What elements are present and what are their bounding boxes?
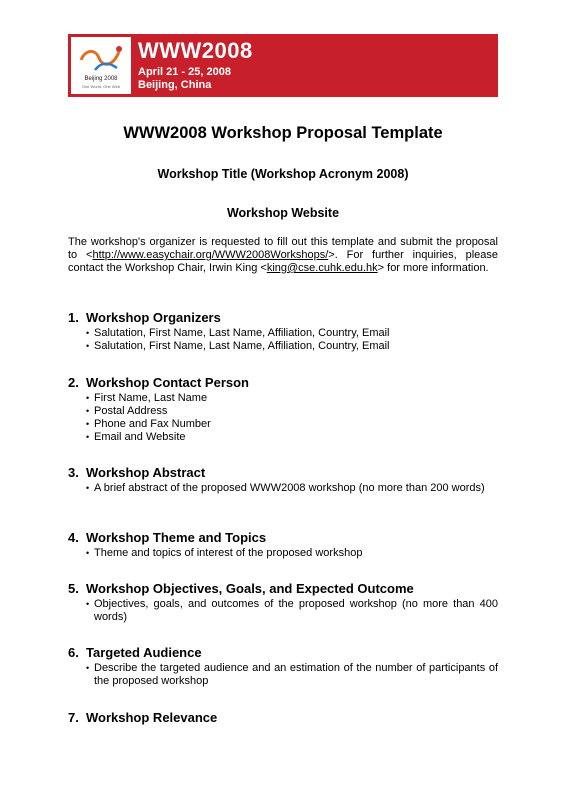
section-organizers	[68, 310, 498, 353]
banner-title: WWW2008	[138, 38, 253, 63]
conference-banner	[68, 34, 498, 97]
list-item: • Describe the targeted audience and an estimation of the number of participants of the proposed workshop	[86, 662, 498, 687]
list-item: • Phone and Fax Number	[86, 418, 211, 430]
section-heading: 3. Workshop Abstract	[68, 465, 206, 480]
banner-location: Beijing, China	[138, 79, 212, 91]
intro-text-2: >. For further inquiries, please contact the Workshop Chair, Irwin King <	[68, 249, 498, 274]
section-heading: 6. Targeted Audience	[68, 645, 202, 660]
intro-paragraph	[68, 236, 498, 275]
section-heading: 2. Workshop Contact Person	[68, 375, 250, 390]
section-abstract	[68, 465, 498, 495]
section-heading: 5. Workshop Objectives, Goals, and Expected Outcome	[68, 581, 414, 596]
section-heading: 1. Workshop Organizers	[68, 310, 221, 325]
section-heading: 4. Workshop Theme and Topics	[68, 530, 267, 545]
list-item: • Salutation, First Name, Last Name, Affiliation, Country, Email	[86, 327, 390, 339]
banner-dates: April 21 - 25, 2008	[138, 66, 231, 78]
workshop-title-placeholder: Workshop Title (Workshop Acronym 2008)	[157, 167, 409, 181]
section-relevance	[68, 710, 498, 727]
list-item: • Objectives, goals, and outcomes of the proposed workshop (no more than 400 words)	[86, 598, 498, 623]
list-item: • First Name, Last Name	[86, 392, 208, 404]
logo-tagline: One World, One Web	[81, 84, 121, 89]
section-targeted-audience	[68, 645, 498, 688]
chair-email-link[interactable]: king@cse.cuhk.edu.hk	[266, 262, 378, 274]
conference-logo	[71, 37, 131, 94]
section-heading: 7. Workshop Relevance	[68, 710, 218, 725]
beijing-logo-icon	[75, 40, 127, 76]
page-title: WWW2008 Workshop Proposal Template	[123, 124, 443, 142]
intro-text-3: > for more information.	[377, 262, 489, 274]
list-item: • A brief abstract of the proposed WWW2008 workshop (no more than 200 words)	[86, 482, 485, 494]
list-item: • Email and Website	[86, 431, 186, 443]
list-item: • Salutation, First Name, Last Name, Affiliation, Country, Email	[86, 340, 390, 352]
intro-text-1: The workshop's organizer is requested to fill out this template and submit the proposal to <	[68, 236, 498, 261]
list-item: • Theme and topics of interest of the proposed workshop	[86, 547, 363, 559]
section-objectives	[68, 581, 498, 624]
section-contact-person	[68, 375, 498, 444]
section-theme-topics	[68, 530, 498, 560]
list-item: • Postal Address	[86, 405, 168, 417]
banner-details	[138, 66, 231, 92]
logo-caption: Beijing 2008	[84, 76, 118, 82]
submission-link[interactable]: http://www.easychair.org/WWW2008Workshops/	[92, 249, 329, 261]
workshop-website-heading: Workshop Website	[226, 206, 340, 220]
